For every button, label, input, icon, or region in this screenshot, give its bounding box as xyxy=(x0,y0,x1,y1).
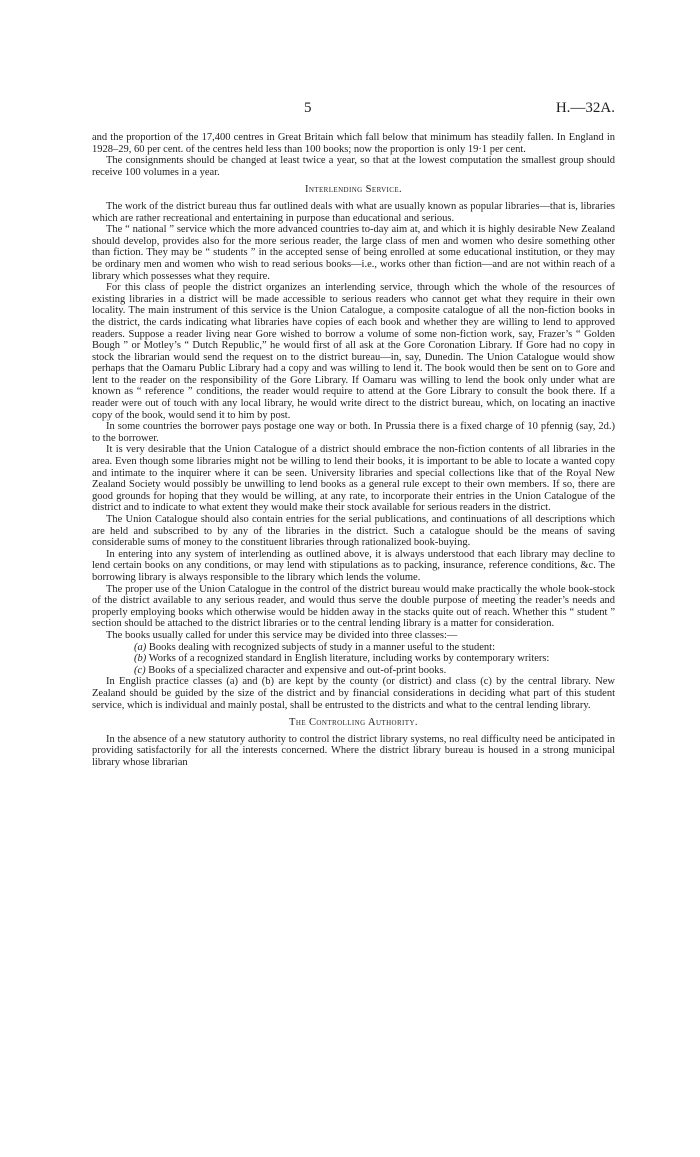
paragraph: The books usually called for under this service may be divided into three classes:— xyxy=(106,629,458,641)
paragraph: In some countries the borrower pays postage one way or both. In Prussia there is a fixed charge of 10 pfennig (say, 2d.) to the borrower. xyxy=(92,421,615,444)
paragraph: The “ national ” service which the more advanced countries to-day aim at, and which it is highly desirable New Zealand should develop, provides also for the more serious reader, the large class of men and women who desire something other than fiction. They may be “ students ” in the accepted sense of being enrolled at some educational institution, or they may be ordinary men and women who wish to read serious books—i.e., works other than fiction—and are not within reach of a library which possesses what they require. xyxy=(92,224,615,282)
book-classes-list xyxy=(92,642,615,677)
paragraph: The consignments should be changed at least twice a year, so that at the lowest computation the smallest group should receive 100 volumes in a year. xyxy=(92,155,615,178)
list-item xyxy=(92,642,615,654)
paragraph: It is very desirable that the Union Catalogue of a district should embrace the non-fiction contents of all libraries in the area. Even though some libraries might not be willing to lend their books, it is important to be able to locate a wanted copy and intimate to the inquirer where it can be seen. University libraries and special collections like that of the Royal New Zealand Society would possibly be unwilling to lend books as a general rule except to their own members. If so, there are good grounds for hoping that they would be willing, at any rate, to incorporate their entries in the Union Catalogue of the district and to indicate to what extent they would make their stock available for serious readers in the district. xyxy=(92,444,615,514)
page-number: 5 xyxy=(304,100,312,116)
document-reference: H.—32A. xyxy=(555,100,615,116)
page-header xyxy=(92,98,615,122)
section-heading-controlling-authority: The Controlling Authority. xyxy=(289,717,418,729)
paragraph: The proper use of the Union Catalogue in the control of the district bureau would make practically the whole book-stock of the district available to any serious reader, and would thus serve the double purpose of meeting the reader’s needs and properly employing books which otherwise would be hidden away in the stacks quite out of reach. Whether this “ student ” section should be attached to the district libraries or to the central lending library is a matter for consideration. xyxy=(92,583,615,630)
paragraph: In entering into any system of interlending as outlined above, it is always understood that each library may decline to lend certain books on any conditions, or may lend with stipulations as to packing, insurance, reference conditions, &c. The borrowing library is always responsible to the library which lends the volume. xyxy=(92,548,615,583)
paragraph: The Union Catalogue should also contain entries for the serial publications, and continuations of all descriptions which are held and subscribed to by any of the libraries in the district. Such a catalogue should be the means of saving considerable sums of money to the constituent libraries through rationalized book-buying. xyxy=(92,514,615,549)
list-item-text: Books of a specialized character and expensive and out-of-print books. xyxy=(148,664,447,676)
paragraph: For this class of people the district organizes an interlending service, through which the whole of the resources of existing libraries in a district will be made accessible to serious readers who cannot get what they require in their own locality. The main instrument of this service is the Union Catalogue, a composite catalogue of all the non-fiction books in the district, the cards indicating what libraries have copies of each book and whether they are willing to lend to approved readers. Suppose a reader living near Gore wished to borrow a volume of some non-fiction work, say, Frazer’s “ Golden Bough ” or Motley’s “ Dutch Republic,” he would first of all ask at the Gore Coronation Library. If Gore had no copy in stock the librarian would send the request on to the district bureau—in, say, Dunedin. The Union Catalogue would show perhaps that the Oamaru Public Library had a copy and was willing to lend it. The book would then be sent on to Gore and lent to the reader on the responsibility of the Gore Library. If Oamaru was willing to lend the book only under what are known as “ reference ” conditions, the reader would require to attend at the Gore Library to consult the book there. If a reader were out of touch with any local library, he would write direct to the district bureau, which, on locating an inactive copy of the book, would send it to him by post. xyxy=(92,282,615,421)
list-item xyxy=(92,665,615,677)
list-marker: (b) xyxy=(134,653,147,665)
list-item xyxy=(92,653,615,665)
list-item-text: Books dealing with recognized subjects of study in a manner useful to the student: xyxy=(148,641,496,653)
paragraph: In the absence of a new statutory authority to control the district library systems, no real difficulty need be anticipated in providing satisfactorily for all the interests concerned. Where the district library bureau is housed in a strong municipal library whose librarian xyxy=(92,733,615,768)
list-marker: (c) xyxy=(134,664,146,676)
body-text xyxy=(92,132,615,768)
paragraph: The work of the district bureau thus far outlined deals with what are usually known as popular libraries—that is, libraries which are rather recreational and entertaining in purpose than educational and serious. xyxy=(92,200,615,224)
paragraph: and the proportion of the 17,400 centres in Great Britain which fall below that minimum has steadily fallen. In England in 1928–29, 60 per cent. of the centres held less than 100 books; now the proportion is only 19·1 per cent. xyxy=(92,132,615,155)
section-heading-interlending: Interlending Service. xyxy=(304,184,403,196)
list-item-text: Works of a recognized standard in English literature, including works by contemporary writers: xyxy=(148,653,550,665)
list-marker: (a) xyxy=(134,641,147,653)
paragraph: In English practice classes (a) and (b) are kept by the county (or district) and class (c) by the central library. New Zealand should be guided by the size of the district and by financial considerations in deciding what part of this student service, which is individual and mainly postal, shall be entrusted to the districts and what to the central lending library. xyxy=(92,676,615,711)
